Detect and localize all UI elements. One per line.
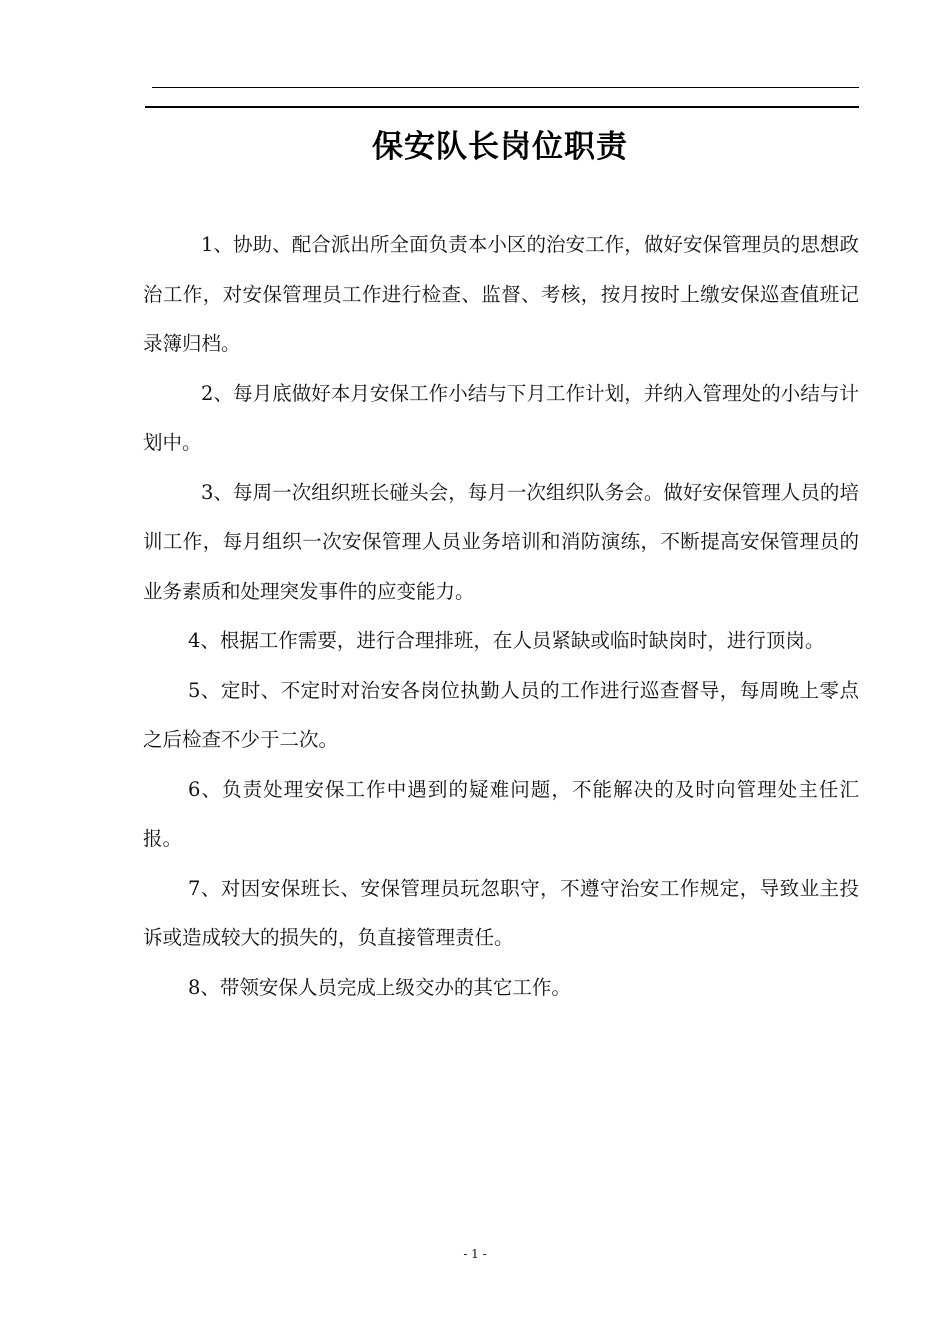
header-rule-bottom: [145, 106, 859, 108]
duty-item-1: 1、协助、配合派出所全面负责本小区的治安工作，做好安保管理员的思想政治工作，对安保管理员工作进行检查、监督、考核，按月按时上缴安保巡查值班记录簿归档。: [143, 233, 859, 355]
duty-item-7: 7、对因安保班长、安保管理员玩忽职守，不遵守治安工作规定，导致业主投诉或造成较大的损失的，负直接管理责任。: [143, 876, 859, 949]
duty-item-6: 6、负责处理安保工作中遇到的疑难问题，不能解决的及时向管理处主任汇报。: [143, 777, 859, 850]
document-body: [143, 220, 859, 1012]
duty-item-2: 2、每月底做好本月安保工作小结与下月工作计划，并纳入管理处的小结与计划中。: [143, 381, 859, 454]
duty-item-3: 3、每周一次组织班长碰头会，每月一次组织队务会。做好安保管理人员的培训工作，每月组织一次安保管理人员业务培训和消防演练，不断提高安保管理员的业务素质和处理突发事件的应变能力。: [143, 480, 859, 603]
duty-item-4: 4、根据工作需要，进行合理排班，在人员紧缺或临时缺岗时，进行顶岗。: [188, 629, 825, 652]
duty-item-5: 5、定时、不定时对治安各岗位执勤人员的工作进行巡查督导，每周晚上零点之后检查不少于二次。: [143, 678, 859, 751]
document-title: 保安队长岗位职责: [372, 129, 628, 165]
duty-item-8: 8、带领安保人员完成上级交办的其它工作。: [188, 975, 571, 999]
page-number: - 1 -: [463, 1247, 487, 1261]
header-rule-top: [152, 87, 859, 88]
